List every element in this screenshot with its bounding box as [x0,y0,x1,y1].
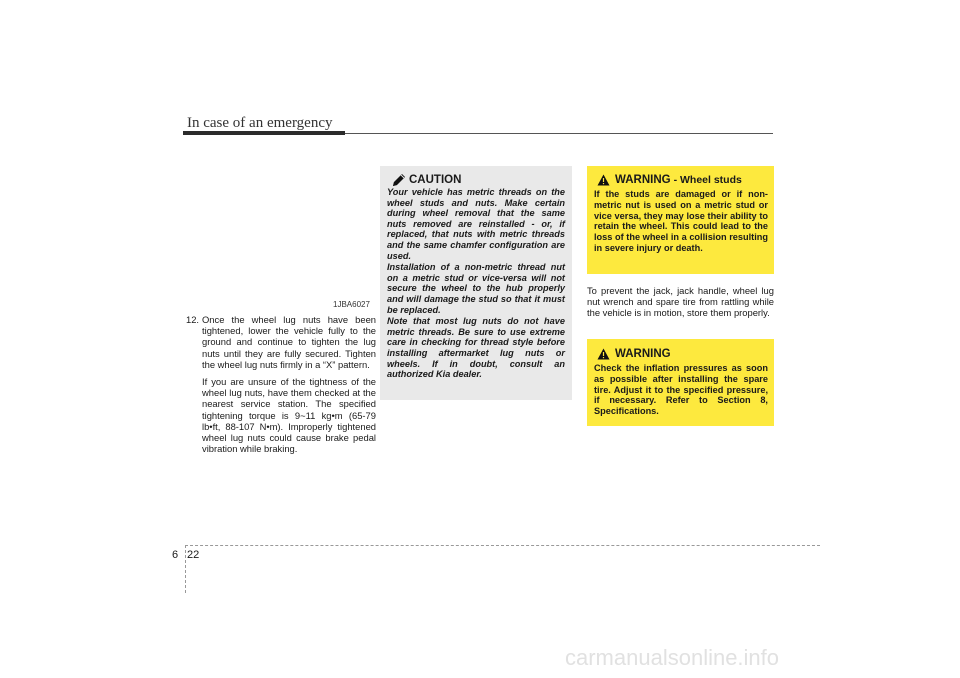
figure-illustration [183,148,375,298]
page-number: 22 [187,549,200,561]
pencil-icon [392,173,406,187]
warning-triangle-icon [597,348,610,360]
caution-paragraph: Installation of a non-metric thread nut on a metric stud or vice-versa will not secure the wheel to the hub properly and will damage the stud so that it must be replaced. [387,262,565,315]
warning-header [597,174,742,186]
caution-body [387,187,565,381]
figure-code: 1JBA6027 [333,300,370,309]
step-number: 12. [186,314,200,325]
caution-box [380,166,572,400]
warning-box-inflation [587,339,774,426]
step-note: If you are unsure of the tightness of the wheel lug nuts, have them checked at the nearest service station. The specified tightening torque is 9~11 kg•m (65-79 lb•ft, 88-107 N•m). Improperly tightened wheel lug nuts could cause brake pedal vibration while braking. [202,376,376,455]
warning-header [597,348,671,360]
caution-paragraph: Note that most lug nuts do not have metric threads. Be sure to use extreme care in checking for thread style before installing aftermarket lug nuts or wheels. If in doubt, consult an authorized Kia dealer. [387,316,565,380]
caution-paragraph: Your vehicle has metric threads on the wheel studs and nuts. Make certain during wheel removal that the same nuts removed are reinstalled - or, if replaced, that nuts with metric threads and the same chamfer configuration are used. [387,187,565,261]
step-12 [186,314,376,454]
footer-rule [185,545,820,546]
warning-title: WARNING [615,348,671,360]
caution-header [392,173,461,187]
section-title: In case of an emergency [187,115,333,131]
title-rule-thin [345,133,773,134]
warning-title: WARNING [615,174,671,186]
footer-vertical-rule [185,545,186,593]
warning-subtitle: - Wheel studs [673,174,742,186]
caution-title: CAUTION [409,174,462,186]
step-text: Once the wheel lug nuts have been tightened, lower the vehicle fully to the ground and continue to tighten the lug nuts until they are fully secured. Tighten the wheel lug nuts firmly in a “X” pattern. [202,314,376,370]
warning-text: If the studs are damaged or if non-metric nut is used on a metric stud or vice versa, they may lose their ability to retain the wheel. This could lead to the loss of the wheel in a collision resulting in severe injury or death. [594,189,768,253]
chapter-number: 6 [172,549,179,561]
warning-box-wheel-studs [587,166,774,274]
watermark: carmanualsonline.info [565,645,780,670]
title-rule-thick [183,131,345,135]
warning-text: Check the inflation pressures as soon as possible after installing the spare tire. Adjust it to the specified pressure, if necessary. Refer to Section 8, Specifications. [594,363,768,417]
warning-triangle-icon [597,174,610,186]
store-paragraph: To prevent the jack, jack handle, wheel lug nut wrench and spare tire from rattling while the vehicle is in motion, store them properly. [587,285,774,319]
step-12-line [186,314,376,370]
